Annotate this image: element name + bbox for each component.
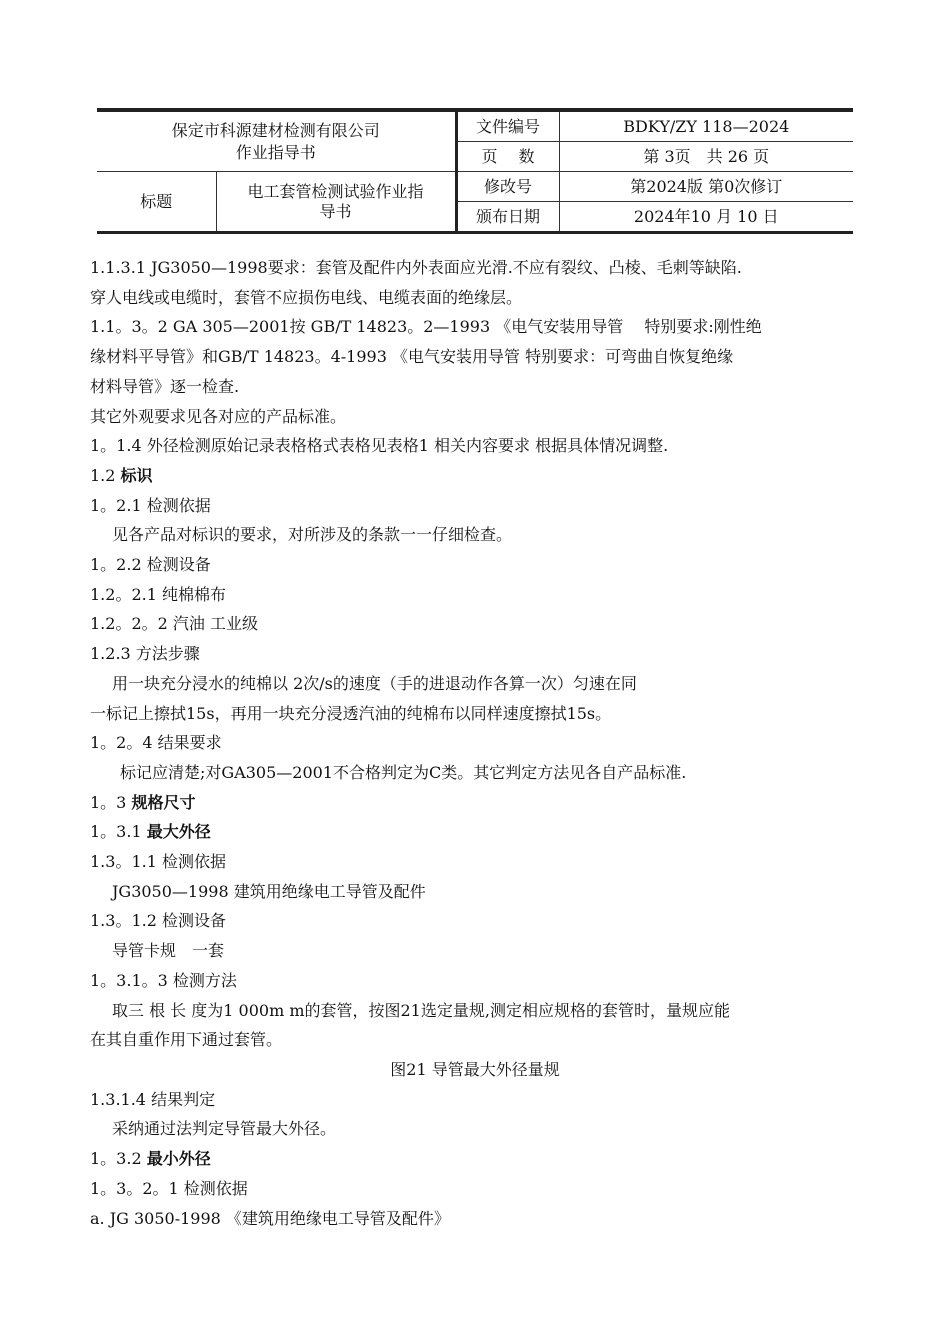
paragraph-line: 穿人电线或电缆时，套管不应损伤电线、电缆表面的绝缘层。 [90, 287, 523, 307]
paragraph-line: 1.1.3.1 JG3050—1998要求：套管及配件内外表面应光滑.不应有裂纹、凸棱、毛刺等缺陷. [90, 258, 742, 277]
section-number: 1。3.2 [90, 1149, 147, 1169]
paragraph-line: 在其自重作用下通过套管。 [90, 1030, 283, 1050]
paragraph-line: 其它外观要求见各对应的产品标准。 [90, 406, 347, 426]
paragraph-line: 用一块充分浸水的纯棉以 2次/s的速度（手的进退动作各算一次）匀速在同 [112, 673, 637, 693]
company-name: 保定市科源建材检测有限公司 [171, 120, 380, 140]
subsection-heading: 1。3.1。3 检测方法 [90, 970, 237, 990]
paragraph-line: 材料导管》逐一检查. [90, 376, 240, 396]
list-item: a. JG 3050-1998 《建筑用绝缘电工导管及配件》 [90, 1208, 450, 1228]
title-value-line2: 导书 [319, 201, 352, 221]
paragraph-line: 见各产品对标识的要求，对所涉及的条款一一仔细检查。 [112, 525, 513, 545]
revision-label: 修改号 [456, 172, 559, 202]
paragraph-line: 取三 根 长 度为1 000m m的套管，按图21选定量规,测定相应规格的套管时，量规应能 [112, 1000, 730, 1020]
subsection-heading: 1。2.2 检测设备 [90, 555, 211, 575]
paragraph-line: 导管卡规 一套 [112, 941, 225, 961]
section-title: 规格尺寸 [131, 792, 196, 812]
file-number-label: 文件编号 [456, 110, 559, 142]
subsection-heading: 1。2。4 结果要求 [90, 733, 222, 753]
title-value-line1: 电工套管检测试验作业指 [247, 181, 424, 201]
section-title: 最小外径 [146, 1149, 211, 1169]
list-item: 1.2。2.1 纯棉棉布 [90, 584, 226, 604]
paragraph-line: 1。1.4 外径检测原始记录表格格式表格见表格1 相关内容要求 根据具体情况调整. [90, 436, 669, 456]
subsection-heading: 1。3。2。1 检测依据 [90, 1178, 248, 1198]
paragraph-line: JG3050—1998 建筑用绝缘电工导管及配件 [112, 881, 426, 901]
paragraph-line: 缘材料平导管》和GB/T 14823。4-1993 《电气安装用导管 特别要求：可弯曲自恢复绝缘 [90, 347, 734, 367]
subsection-heading [90, 817, 860, 847]
issue-date-label: 颁布日期 [456, 202, 559, 233]
section-heading [90, 788, 860, 818]
section-number: 1.2 [90, 465, 121, 485]
section-number: 1。3.1 [90, 822, 147, 842]
subsection-heading: 1.3。1.1 检测依据 [90, 852, 226, 872]
subsection-heading [90, 1144, 860, 1174]
section-title: 标识 [120, 465, 153, 485]
document-header-table [97, 108, 853, 234]
title-label: 标题 [97, 172, 216, 233]
figure-caption: 图21 导管最大外径量规 [390, 1059, 560, 1079]
title-value-cell [216, 172, 456, 233]
subsection-heading: 1.3.1.4 结果判定 [90, 1089, 216, 1109]
document-body [90, 253, 860, 1233]
section-title: 最大外径 [146, 822, 211, 842]
subsection-heading: 1。2.1 检测依据 [90, 495, 211, 515]
section-heading [90, 461, 860, 491]
paragraph-line: 1.1。3。2 GA 305—2001按 GB/T 14823。2—1993 《电气安装用导管 特别要求:刚性绝 [90, 317, 762, 337]
paragraph-line: 标记应清楚;对GA305—2001不合格判定为C类。其它判定方法见各自产品标准. [120, 762, 687, 782]
issue-date-value: 2024年10 月 10 日 [559, 202, 853, 233]
page-count-value: 第 3页 共 26 页 [559, 142, 853, 172]
section-number: 1。3 [90, 792, 132, 812]
file-number-value: BDKY/ZY 118—2024 [559, 110, 853, 142]
page-count-label: 页 数 [456, 142, 559, 172]
subsection-heading: 1.3。1.2 检测设备 [90, 911, 226, 931]
list-item: 1.2。2。2 汽油 工业级 [90, 614, 258, 634]
company-name-cell [97, 110, 456, 172]
document-type: 作业指导书 [235, 142, 316, 162]
revision-value: 第2024版 第0次修订 [559, 172, 853, 202]
subsection-heading: 1.2.3 方法步骤 [90, 644, 200, 664]
paragraph-line: 采纳通过法判定导管最大外径。 [112, 1119, 337, 1139]
paragraph-line: 一标记上擦拭15s，再用一块充分浸透汽油的纯棉布以同样速度擦拭15s。 [90, 703, 612, 723]
